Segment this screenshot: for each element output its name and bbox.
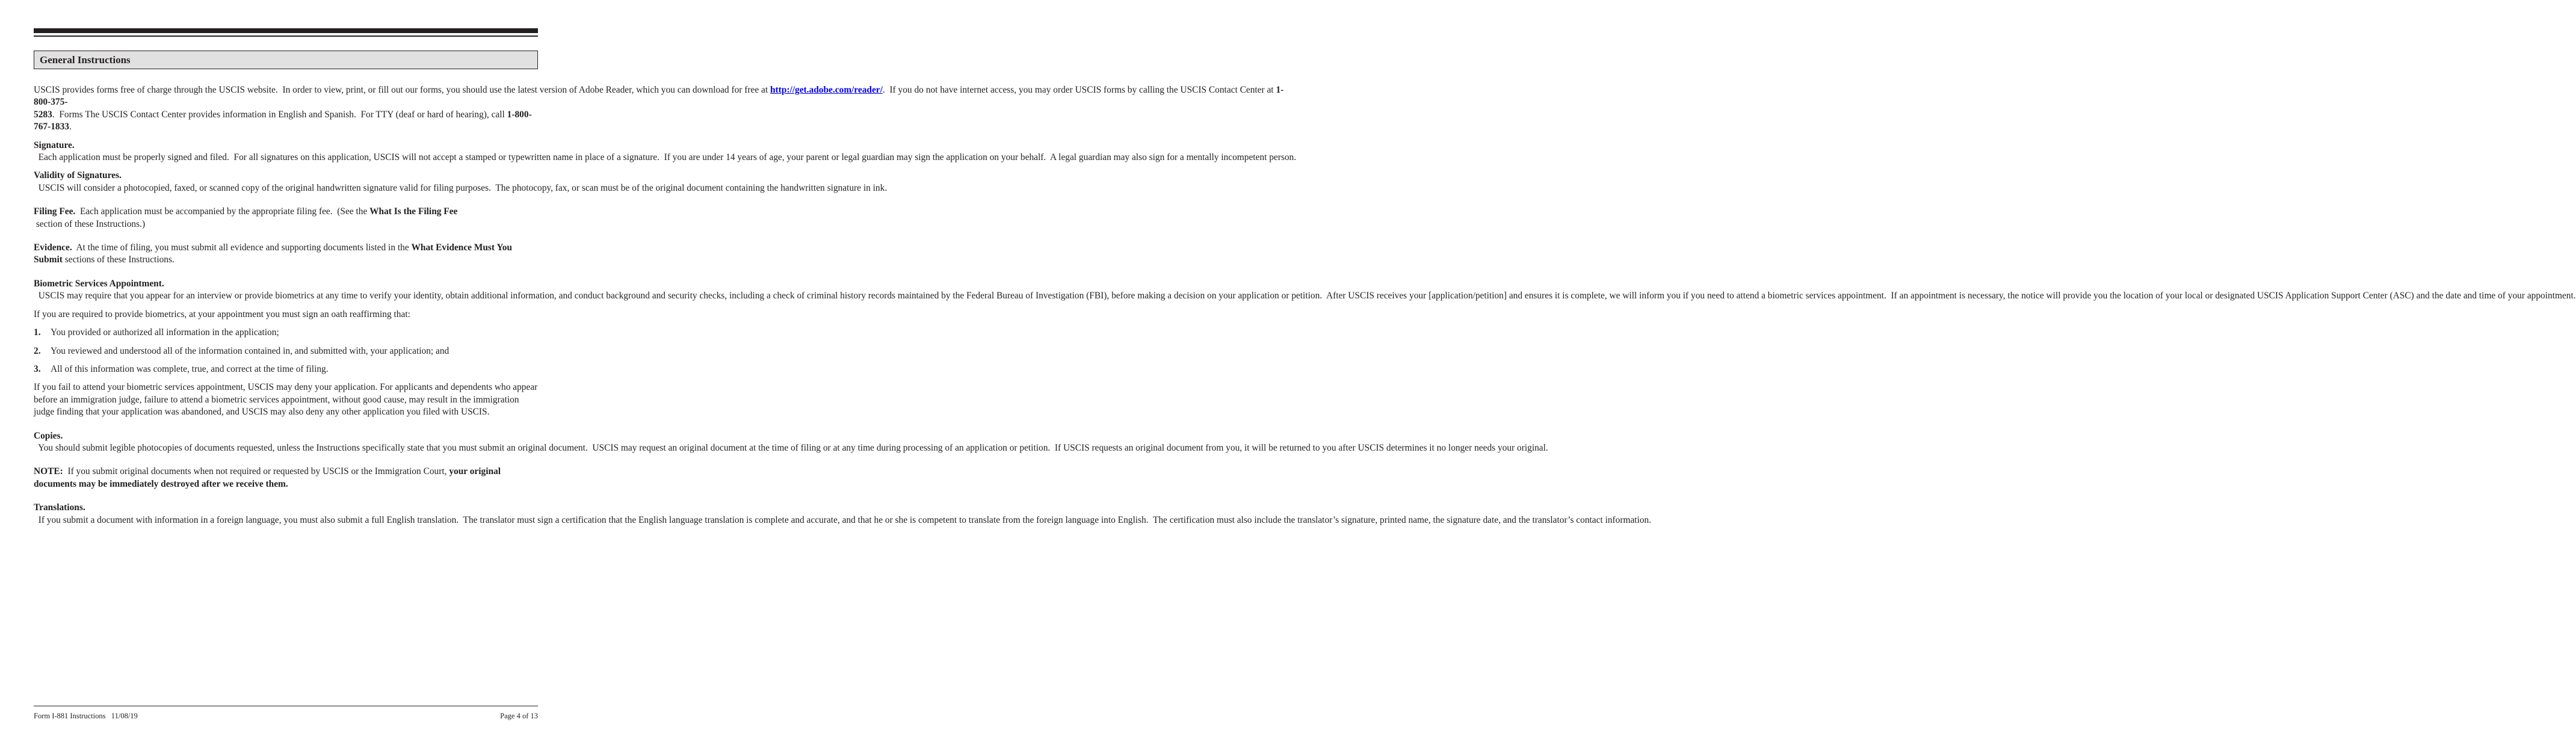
oath-item-number: 1. [34,327,41,338]
oath-item [34,345,539,357]
note-heading: NOTE: [34,466,63,477]
copies-text: You should submit legible photocopies of documents requested, unless the Instructions specifically state that you must submit an original document. USCIS may request an original document at the time of filing or at any time during processing of an application or petition. If USCIS requests an original document from you, it will be returned to you after USCIS determines it no longer needs your original. [34,442,1548,453]
oath-item-number: 2. [34,345,41,356]
translations-heading: Translations. [34,502,85,513]
filing-fee-heading: Filing Fee. [34,206,76,217]
evidence-text-2: sections of these Instructions. [62,254,175,265]
note-text: If you submit original documents when not required or requested by USCIS or the Immigration Court, [63,466,449,477]
biometric-paragraph [34,278,2576,303]
evidence-text-1: At the time of filing, you must submit all evidence and supporting documents listed in the [72,242,412,253]
footer-form-id: Form I-881 Instructions 11/08/19 [34,712,138,720]
copies-paragraph [34,430,1548,455]
evidence-heading: Evidence. [34,242,72,253]
footer-page-number: Page 4 of 13 [500,712,538,720]
oath-item-number: 3. [34,363,41,374]
top-rule-thin [34,35,538,37]
top-rule-thick [34,28,538,33]
oath-item-text: All of this information was complete, true, and correct at the time of filing. [51,363,329,374]
evidence-paragraph [34,242,539,267]
validity-heading: Validity of Signatures. [34,170,122,181]
translations-text: If you submit a document with information in a foreign language, you must also submit a full English translation. The translator must sign a certification that the English language translation is complete and accurate, and that he or she is competent to translate from the foreign language into English. The certification must also include the translator’s signature, printed name, the signature date, and the translator’s contact information. [34,514,1652,525]
signature-heading: Signature. [34,140,75,150]
section-title: General Instructions [40,54,131,66]
note-warning: your original documents may be immediately destroyed after we receive them. [34,466,501,489]
intro-text-1: USCIS provides forms free of charge through the USCIS website. In order to view, print, or fill out our forms, you should use the latest version of Adobe Reader, which you can download for free at [34,85,770,95]
intro-text-4: . [69,122,72,132]
oath-item-text: You provided or authorized all information in the application; [51,327,279,338]
tty-phone: 1-800-767-1833 [34,109,532,132]
oath-item [34,363,539,375]
signature-text: Each application must be properly signed and filed. For all signatures on this application, USCIS will not accept a stamped or typewritten name in place of a signature. If you are under 14 years of age, your parent or legal guardian may sign the application on your behalf. A legal guardian may also sign for a mentally incompetent person. [34,152,1297,163]
oath-item [34,327,539,339]
filing-fee-reference: What Is the Filing Fee [369,206,458,217]
instructions-content [34,84,2576,526]
filing-fee-text-1: Each application must be accompanied by the appropriate filing fee. (See the [75,206,370,217]
biometric-text: USCIS may require that you appear for an interview or provide biometrics at any time to verify your identity, obtain additional information, and conduct background and security checks, including a check of criminal history records maintained by the Federal Bureau of Investigation (FBI), before making a decision on your application or petition. After USCIS receives your [application/petition] and ensures it is complete, we will inform you if you need to attend a biometric services appointment. If an appointment is necessary, the notice will provide you the location of your local or designated USCIS Application Support Center (ASC) and the date and time of your appointment. [34,291,2576,301]
section-header [34,51,538,69]
biometric-heading: Biometric Services Appointment. [34,278,164,289]
intro-text-3: . Forms The USCIS Contact Center provides information in English and Spanish. For TTY (deaf or hard of hearing), call [52,109,507,120]
contact-center-phone: 1-800-375-5283 [34,85,1284,120]
filing-fee-text-2: section of these Instructions.) [34,218,146,229]
oath-item-text: You reviewed and understood all of the information contained in, and submitted with, your application; and [51,345,449,356]
adobe-reader-link[interactable]: http://get.adobe.com/reader/ [770,85,883,95]
filing-fee-paragraph [34,206,539,230]
translations-paragraph [34,502,1652,526]
validity-text: USCIS will consider a photocopied, faxed, or scanned copy of the original handwritten signature valid for filing purposes. The photocopy, fax, or scan must be of the original document containing the handwritten signature in ink. [34,182,888,193]
intro-paragraph [34,84,1284,134]
copies-heading: Copies. [34,430,63,441]
signature-paragraph [34,140,1297,164]
intro-text-2: . If you do not have internet access, you may order USCIS forms by calling the USCIS Contact Center at [882,85,1276,95]
biometric-fail-paragraph: If you fail to attend your biometric services appointment, USCIS may deny your application. For applicants and dependents who appear before an immigration judge, failure to attend a biometric services appointment, without good cause, may result in the immigration judge finding that your application was abandoned, and USCIS may also deny any other application you filed with USCIS. [34,382,538,418]
oath-intro: If you are required to provide biometrics, at your appointment you must sign an oath reaffirming that: [34,309,410,319]
validity-paragraph [34,170,888,194]
evidence-reference: What Evidence Must You Submit [34,242,512,265]
note-paragraph [34,466,539,490]
